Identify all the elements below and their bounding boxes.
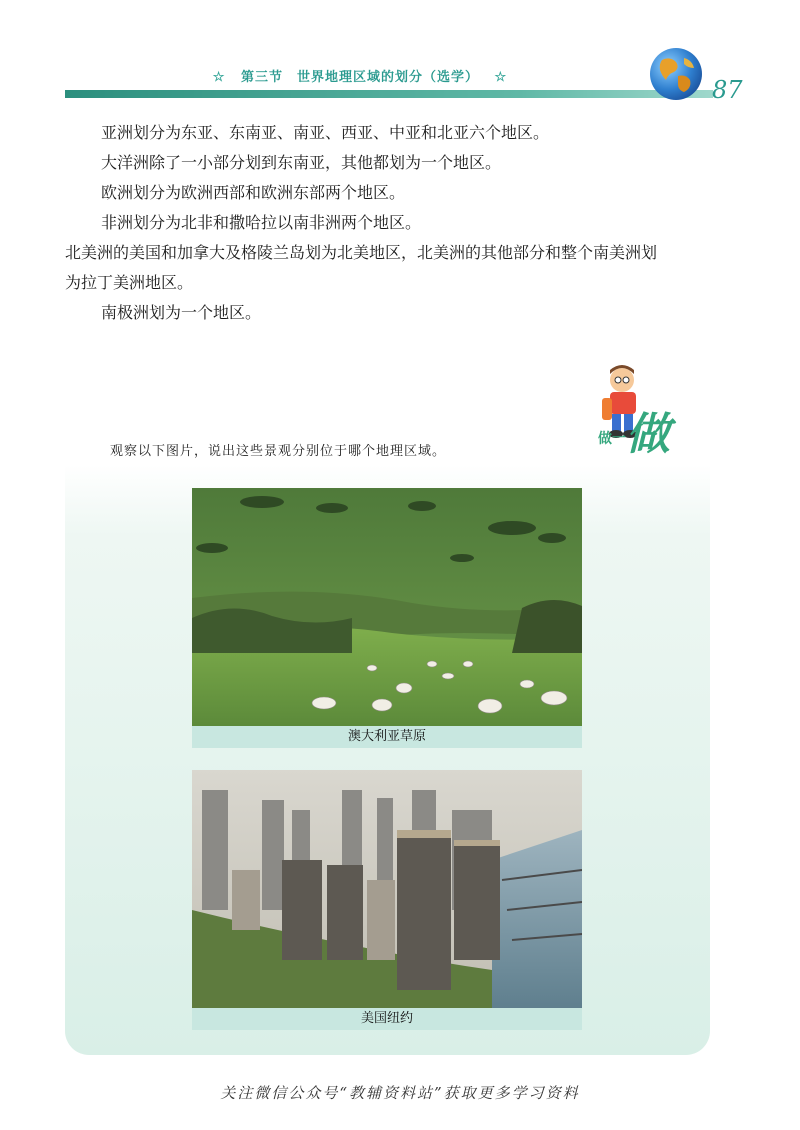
paragraph: 非洲划分为北非和撒哈拉以南非洲两个地区。 [101,213,422,232]
body-text [65,118,665,328]
chapter-title-text: 第三节 世界地理区域的划分（选学） [240,70,479,85]
header-bar [65,90,713,98]
grassland-sheep-photo [192,488,582,726]
star-icon: ☆ [212,70,226,85]
paragraph: 南极洲划为一个地区。 [101,303,262,322]
photo-caption: 美国纽约 [192,1008,582,1030]
paragraph: 大洋洲除了一小部分划到东南亚，其他都划为一个地区。 [101,153,502,172]
activity-label-big: 做 [626,409,670,460]
activity-label [598,370,718,460]
activity-label-small: 做一 [598,431,626,447]
page-number: 87 [712,76,743,104]
photo-caption: 澳大利亚草原 [192,726,582,748]
page-header [0,0,800,110]
photo-card [192,770,582,1030]
paragraph: 北美洲的美国和加拿大及格陵兰岛划为北美地区，北美洲的其他部分和整个南美洲划为拉丁美洲地区。 [65,243,658,292]
footer-text: 关注微信公众号“教辅资料站”获取更多学习资料 [220,1084,580,1102]
paragraph: 亚洲划分为东亚、东南亚、南亚、西亚、中亚和北亚六个地区。 [101,123,550,142]
photo-card [192,488,582,748]
chapter-title [200,66,520,85]
new-york-city-photo [192,770,582,1008]
globe-icon [648,46,704,102]
paragraph: 欧洲划分为欧洲西部和欧洲东部两个地区。 [101,183,406,202]
star-icon: ☆ [494,70,508,85]
activity-instruction: 观察以下图片，说出这些景观分别位于哪个地理区域。 [110,444,447,459]
